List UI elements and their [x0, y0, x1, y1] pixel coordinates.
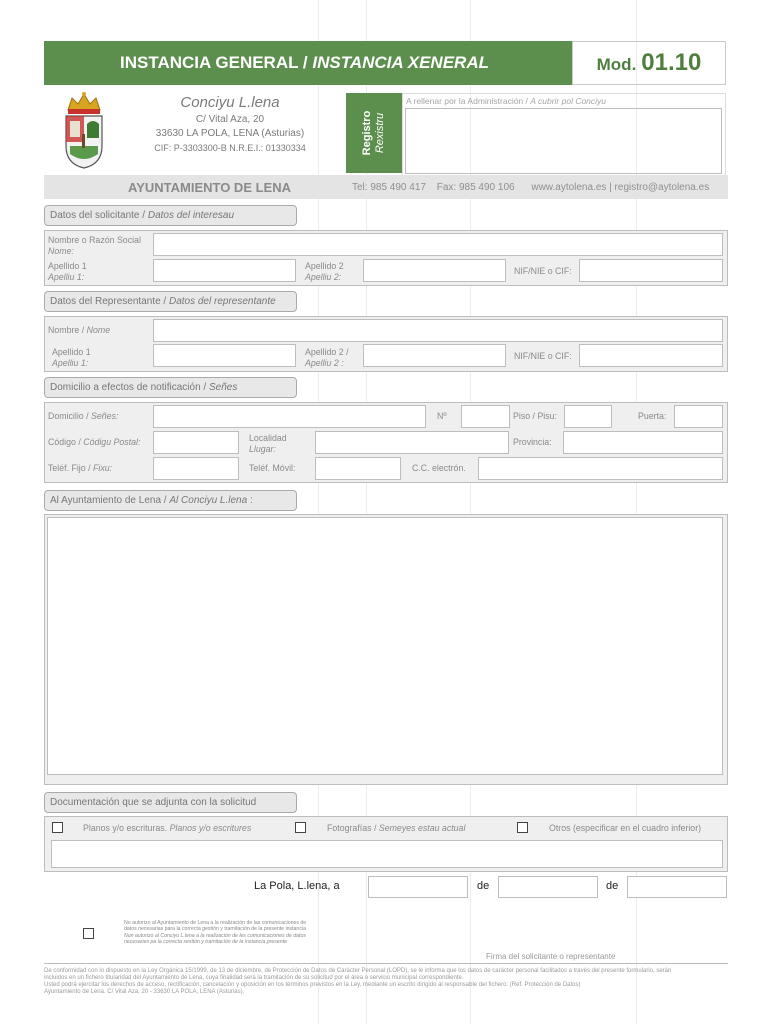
city-address: 33630 LA POLA, LENA (Asturias) — [155, 128, 305, 139]
nif-input[interactable] — [579, 259, 723, 282]
label-rep-nombre: Nombre / Nome — [48, 325, 111, 335]
apellido1-input[interactable] — [153, 259, 296, 282]
web-email-link[interactable]: www.aytolena.es | registro@aytolena.es — [531, 182, 710, 193]
section-solicitante: Datos del solicitante / Datos del interesau — [44, 205, 297, 226]
tel-movil-input[interactable] — [315, 457, 401, 480]
label-planos: Planos y/o escrituras. Planos y/o escritures — [83, 823, 252, 833]
consent-checkbox[interactable] — [83, 928, 94, 939]
apellido2-input[interactable] — [363, 259, 506, 282]
otros-input[interactable] — [51, 840, 723, 868]
contact-info: Tel: 985 490 417 Fax: 985 490 106 www.aytolena.es | registro@aytolena.es — [352, 182, 710, 193]
label-apellido2: Apellido 2 Apelliu 2: — [305, 261, 344, 282]
municipality-name: Conciyu L.lena — [180, 94, 280, 111]
planos-checkbox[interactable] — [52, 822, 63, 833]
year-input[interactable] — [627, 876, 727, 898]
day-input[interactable] — [368, 876, 468, 898]
puerta-input[interactable] — [674, 405, 723, 428]
label-tel-movil: Teléf. Móvil: — [249, 463, 296, 473]
numero-input[interactable] — [461, 405, 510, 428]
rep-apellido2-input[interactable] — [363, 344, 506, 367]
label-rep-apellido1: Apellido 1 Apelliu 1: — [52, 347, 91, 368]
section-documentacion: Documentación que se adjunta con la solicitud — [44, 792, 297, 813]
registry-tab: Registro Rexistru — [346, 93, 402, 173]
form-title-bar — [44, 41, 572, 85]
cp-input[interactable] — [153, 431, 239, 454]
date-de-label-2: de — [606, 880, 619, 892]
rep-apellido1-input[interactable] — [153, 344, 296, 367]
date-de-label-1: de — [477, 880, 490, 892]
solicitud-textarea[interactable] — [47, 517, 723, 775]
otros-checkbox[interactable] — [517, 822, 528, 833]
label-fotografias: Fotografías / Semeyes estau actual — [327, 823, 466, 833]
model-number: Mod. 01.10 — [572, 41, 726, 85]
label-rep-apellido2: Apellido 2 / Apelliu 2 : — [305, 347, 349, 368]
footer-legal-text: De conformidad con lo dispuesto en la Ley Orgánica 15/1999, de 13 de diciembre, de Protección de Datos de Carácter Personal (LOPD), se le informa que los datos de carácter personal facilitados a través del presente formulario, serán incluidos en un fichero titularidad del Ayuntamiento de Lena, cuya finalidad será la tramitación de su solicitud por el área o servicio municipal correspondiente. Usted podrá ejercitar los derechos de acceso, rectificación, cancelación y oposición en los términos previstos en la Ley, mediante un escrito dirigido al responsable del fichero: (Ref. Protección de Datos) Ayuntamiento de Lena. C/ Vital Aza, 20 - 33630 LA POLA, LENA (Asturias). — [44, 968, 672, 995]
footer-divider — [44, 963, 728, 964]
localidad-input[interactable] — [315, 431, 509, 454]
label-otros: Otros (especificar en el cuadro inferior) — [549, 823, 702, 833]
domicilio-input[interactable] — [153, 405, 426, 428]
section-representante: Datos del Representante / Datos del representante — [44, 291, 297, 312]
month-input[interactable] — [498, 876, 598, 898]
street-address: C/ Vital Aza, 20 — [195, 114, 265, 125]
label-numero: Nº — [437, 411, 447, 421]
label-cp: Código / Códigu Postal: — [48, 437, 141, 447]
registry-stamp-box — [405, 108, 722, 174]
section-domicilio: Domicilio a efectos de notificación / Señes — [44, 377, 297, 398]
email-input[interactable] — [478, 457, 723, 480]
consent-text: No autorizo al Ayuntamiento de Lena a la realización de las comunicaciones de datos necesarias para la correcta gestión y tramitación de la presente instancia Nun autorizo al Conciyu L.lena a la realización de les comunicaciones de datos necesaries pa la correcta xestión y tramitación de la instancia presente — [124, 920, 307, 945]
tel-fijo-input[interactable] — [153, 457, 239, 480]
label-piso: Piso / Pisu: — [513, 411, 558, 421]
section-al-ayuntamiento: Al Ayuntamiento de Lena / Al Conciyu L.lena : — [44, 490, 297, 511]
rep-nif-input[interactable] — [579, 344, 723, 367]
label-tel-fijo: Teléf. Fijo / Fixu: — [48, 463, 113, 473]
label-provincia: Provincia: — [513, 437, 552, 447]
form-title: INSTANCIA GENERAL / INSTANCIA XENERAL — [120, 53, 489, 72]
label-apellido1: Apellido 1 Apelliu 1: — [48, 261, 87, 282]
label-domicilio: Domicilio / Señes: — [48, 411, 119, 421]
label-nombre: Nombre o Razón Social Nome: — [48, 235, 141, 256]
label-localidad: Localidad Llugar: — [249, 433, 287, 454]
cif-number: CIF: P-3303300-B N.R.E.I.: 01330334 — [154, 143, 306, 153]
rep-nombre-input[interactable] — [153, 319, 723, 342]
fotografias-checkbox[interactable] — [295, 822, 306, 833]
provincia-input[interactable] — [563, 431, 723, 454]
label-rep-nif: NIF/NIE o CIF: — [514, 351, 572, 361]
nombre-input[interactable] — [153, 233, 723, 256]
coat-of-arms-icon — [60, 90, 108, 170]
label-email: C.C. electrón. — [412, 463, 466, 473]
label-puerta: Puerta: — [638, 411, 667, 421]
piso-input[interactable] — [564, 405, 612, 428]
ayuntamiento-name: AYUNTAMIENTO DE LENA — [128, 180, 291, 195]
admin-note: A rellenar por la Administración / A cubrir pol Conciyu — [406, 96, 607, 106]
date-place-label: La Pola, L.lena, a — [254, 880, 340, 892]
label-nif: NIF/NIE o CIF: — [514, 266, 572, 276]
address-block — [128, 96, 332, 155]
signature-label: Firma del solicitante o representante — [486, 952, 616, 961]
